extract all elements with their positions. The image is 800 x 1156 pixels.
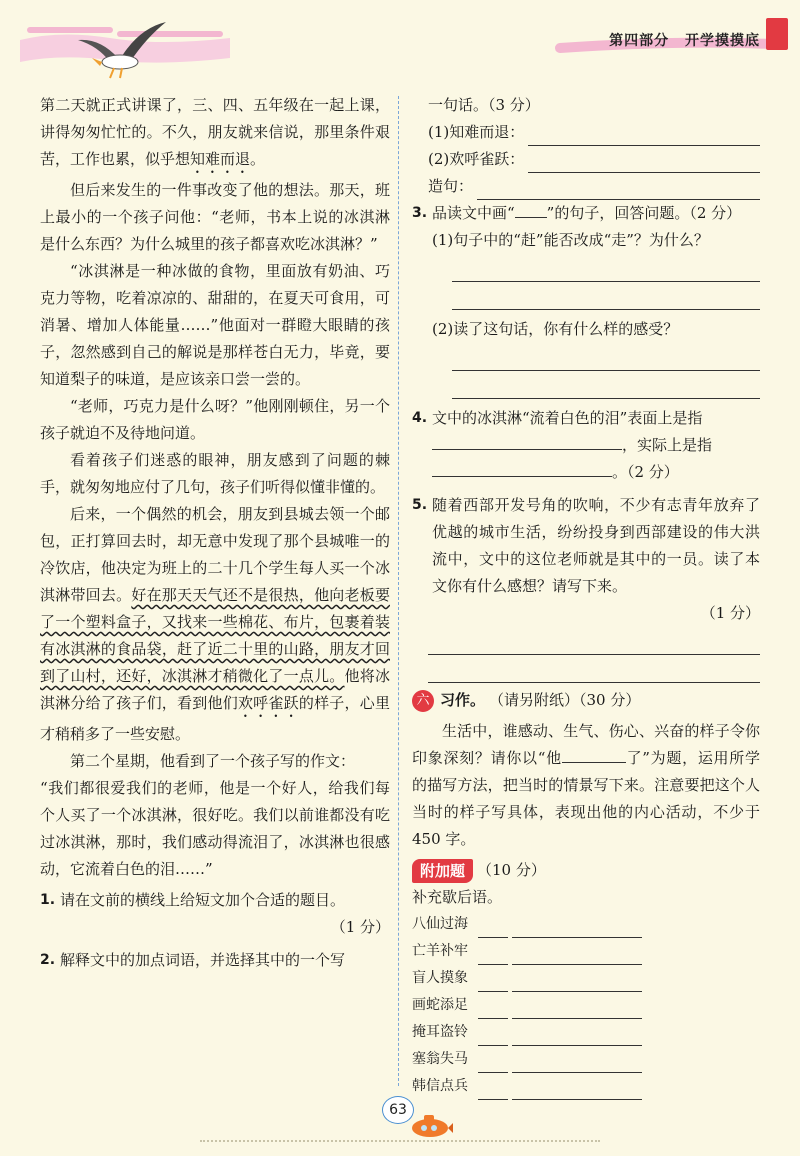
question-4-text-a: 文中的冰淇淋“流着白色的泪”表面上是指 — [432, 409, 703, 427]
bonus-badge: 附加题 — [412, 859, 473, 883]
bonus-instruction: 补充歇后语。 — [412, 888, 503, 906]
title-blank[interactable] — [562, 748, 626, 763]
dotted-word-zhi-nan-er-tui: 知难而退 — [190, 150, 251, 168]
idiom-dash — [478, 977, 508, 992]
question-1 — [40, 887, 390, 914]
passage-paragraph-4: “老师，巧克力是什么呀？”他刚刚顿住，另一个孩子就迫不及待地问道。 — [40, 397, 390, 442]
answer-line[interactable] — [528, 154, 760, 173]
answer-line[interactable] — [452, 254, 760, 282]
answer-line[interactable] — [528, 127, 760, 146]
answer-line[interactable] — [477, 181, 760, 200]
passage-paragraph-6-a: 后来，一个偶然的机会，朋友到县城去领一个邮包，正打算回去时，却无意中发现了那个县城唯一的冷饮店，他决定为班上的二十几个学生每人买一个冰淇淋带回去。 — [40, 505, 390, 604]
idiom-dash — [478, 950, 508, 965]
passage-paragraph-3: “冰淇淋是一种冰做的食物，里面放有奶油、巧克力等物，吃着凉凉的、甜甜的，在夏天可食用，可消暑、增加人体能量……”他面对一群瞪大眼睛的孩子，忽然感到自己的解说是那样苍白无力，毕竟，要知道梨子的味道，是应该亲口尝一尝的。 — [40, 262, 390, 388]
column-divider — [398, 96, 399, 1086]
section-six-body — [412, 718, 760, 853]
answer-line[interactable] — [432, 435, 622, 450]
question-3-text-b: ”的句子，回答问题。（2 分） — [546, 204, 742, 222]
question-2-item-3-label: 造句： — [428, 177, 474, 195]
question-2-item-3 — [412, 173, 760, 200]
question-4-line-3 — [412, 459, 760, 486]
left-column — [40, 92, 390, 974]
idiom-row — [412, 1019, 760, 1046]
section-six-heading — [412, 687, 760, 714]
idiom-text: 掩耳盗铃 — [412, 1024, 468, 1040]
dotted-word-huan-hu-que-yue: 欢呼雀跃 — [237, 694, 299, 712]
idiom-list — [412, 911, 760, 1100]
answer-line[interactable] — [512, 1027, 642, 1046]
page-number: 63 — [382, 1096, 414, 1124]
question-2-text: 解释文中的加点词语，并选择其中的一个写 — [60, 951, 346, 969]
question-2-item-2-label: (2)欢呼雀跃： — [428, 150, 525, 168]
section-six-title: 习作。 — [440, 691, 486, 709]
question-5-number: 5. — [412, 497, 428, 513]
question-4-line-2 — [412, 432, 760, 459]
section-six-body-b: 了”为题，运用所学的描写方法，把当时的情景写下来。注意要把这个人当时的样子写具体，表现出他的内心活动，不少于 450 字。 — [412, 749, 760, 848]
idiom-dash — [478, 1004, 508, 1019]
question-1-score: （1 分） — [330, 918, 390, 936]
question-2-item-1-label: (1)知难而退： — [428, 123, 525, 141]
passage-paragraph-7: 第二个星期，他看到了一个孩子写的作文： — [70, 752, 356, 770]
passage-paragraph-2: 但后来发生的一件事改变了他的想法。那天，班上最小的一个孩子问他：“老师，书本上说的冰淇淋是什么东西？为什么城里的孩子都喜欢吃冰淇淋？” — [40, 181, 390, 253]
question-2-item-2 — [412, 146, 760, 173]
question-2 — [40, 947, 390, 974]
footer-divider — [200, 1136, 600, 1142]
idiom-dash — [478, 923, 508, 938]
question-1-text: 请在文前的横线上给短文加个合适的题目。 — [60, 891, 346, 909]
answer-line[interactable] — [512, 973, 642, 992]
passage-paragraph-8: “我们都很爱我们的老师，他是一个好人，给我们每个人买了一个冰淇淋，很好吃。我们以前谁都没有吃过冰淇淋，那时，我们感动得流泪了，冰淇淋也很感动，它流着白色的泪……” — [40, 779, 390, 878]
seagull-icon — [70, 18, 170, 82]
question-3 — [412, 200, 760, 227]
underlined-sentence: 好在那天天气还不是很热，他向老板要了一个塑料盒子，又找来一些棉花、布片，包裹着装有冰淇淋的食品袋，赶了近二十里的山路，朋友才回到了山村，还好，冰淇淋才稍微化了一点儿。 — [40, 586, 390, 685]
answer-line[interactable] — [512, 1000, 642, 1019]
section-six-body-a: 生活中，谁感动、生气、伤心、兴奋的样子令你印象深刻？请你以“他 — [412, 722, 760, 767]
idiom-row — [412, 1046, 760, 1073]
idiom-row — [412, 938, 760, 965]
header-section-label: 开学摸摸底 — [685, 33, 760, 49]
bonus-score: （10 分） — [477, 861, 546, 879]
inline-blank — [515, 203, 547, 218]
bonus-heading — [412, 857, 760, 884]
idiom-text: 画蛇添足 — [412, 997, 468, 1013]
question-3-sub-1: (1)句子中的“赶”能否改成“走”？为什么？ — [432, 231, 709, 249]
idiom-row — [412, 911, 760, 938]
question-4-text-b: ，实际上是指 — [622, 436, 713, 454]
question-2-item-1 — [412, 119, 760, 146]
header-part-label: 第四部分 — [609, 33, 670, 49]
question-4-text-c: 。（2 分） — [612, 463, 679, 481]
question-3-text-a: 品读文中画“ — [432, 204, 515, 222]
question-4 — [412, 405, 760, 432]
question-2-continued: 一句话。（3 分） — [428, 96, 540, 114]
passage-paragraph-5: 看着孩子们迷惑的眼神，朋友感到了问题的棘手，就匆匆地应付了几句，孩子们听得似懂非懂的。 — [40, 451, 390, 496]
answer-line[interactable] — [512, 1081, 642, 1100]
answer-line[interactable] — [512, 946, 642, 965]
question-5-text: 随着西部开发号角的吹响，不少有志青年放弃了优越的城市生活，纷纷投身到西部建设的伟大洪流中，文中的这位老师就是其中的一员。读了本文你有什么感想？请写下来。 — [432, 496, 760, 595]
question-3-number: 3. — [412, 205, 428, 221]
question-2-number: 2. — [40, 952, 56, 968]
answer-line[interactable] — [512, 919, 642, 938]
answer-line[interactable] — [512, 1054, 642, 1073]
idiom-text: 韩信点兵 — [412, 1078, 468, 1094]
question-1-number: 1. — [40, 892, 56, 908]
idiom-text: 八仙过海 — [412, 916, 468, 932]
section-six-badge: 六 — [412, 690, 434, 712]
idiom-dash — [478, 1085, 508, 1100]
idiom-dash — [478, 1058, 508, 1073]
section-six-note: （请另附纸）（30 分） — [489, 691, 641, 709]
question-4-number: 4. — [412, 410, 428, 426]
answer-line[interactable] — [428, 627, 760, 655]
idiom-row — [412, 992, 760, 1019]
question-3-sub-2: (2)读了这句话，你有什么样的感受？ — [432, 320, 679, 338]
question-5-score: （1 分） — [700, 604, 760, 622]
idiom-row — [412, 965, 760, 992]
idiom-text: 亡羊补牢 — [412, 943, 468, 959]
idiom-dash — [478, 1031, 508, 1046]
header-title — [599, 30, 760, 50]
answer-line[interactable] — [428, 655, 760, 683]
idiom-row — [412, 1073, 760, 1100]
passage-paragraph-6: 后来，一个偶然的机会，朋友到县城去领一个邮包，正打算回去时，却无意中发现了那个县城唯一的冷饮店，他决定为班上的二十几个学生每人买一个冰淇淋带回去。好在那天天气还不是很热，他向老板要了一个塑料盒子，又找来一些棉花、布片，包裹着装有冰淇淋的食品袋，赶了近二十里的山路，朋友才回到了山村，还好，冰淇淋才稍微化了一点儿。他将冰淇淋分给了孩子们，看到他们欢呼雀跃的样子，心里才稍稍多了一些安慰。 — [40, 505, 390, 743]
answer-line[interactable] — [432, 462, 612, 477]
question-5 — [412, 492, 760, 600]
idiom-text: 塞翁失马 — [412, 1051, 468, 1067]
idiom-text: 盲人摸象 — [412, 970, 468, 986]
answer-line[interactable] — [452, 343, 760, 371]
right-column — [412, 92, 760, 1100]
answer-line[interactable] — [452, 371, 760, 399]
answer-line[interactable] — [452, 282, 760, 310]
passage-paragraph-1: 第二天就正式讲课了，三、四、五年级在一起上课，讲得匆匆忙忙的。不久，朋友就来信说，那里条件艰苦，工作也累，似乎想知难而退。 — [40, 96, 390, 168]
